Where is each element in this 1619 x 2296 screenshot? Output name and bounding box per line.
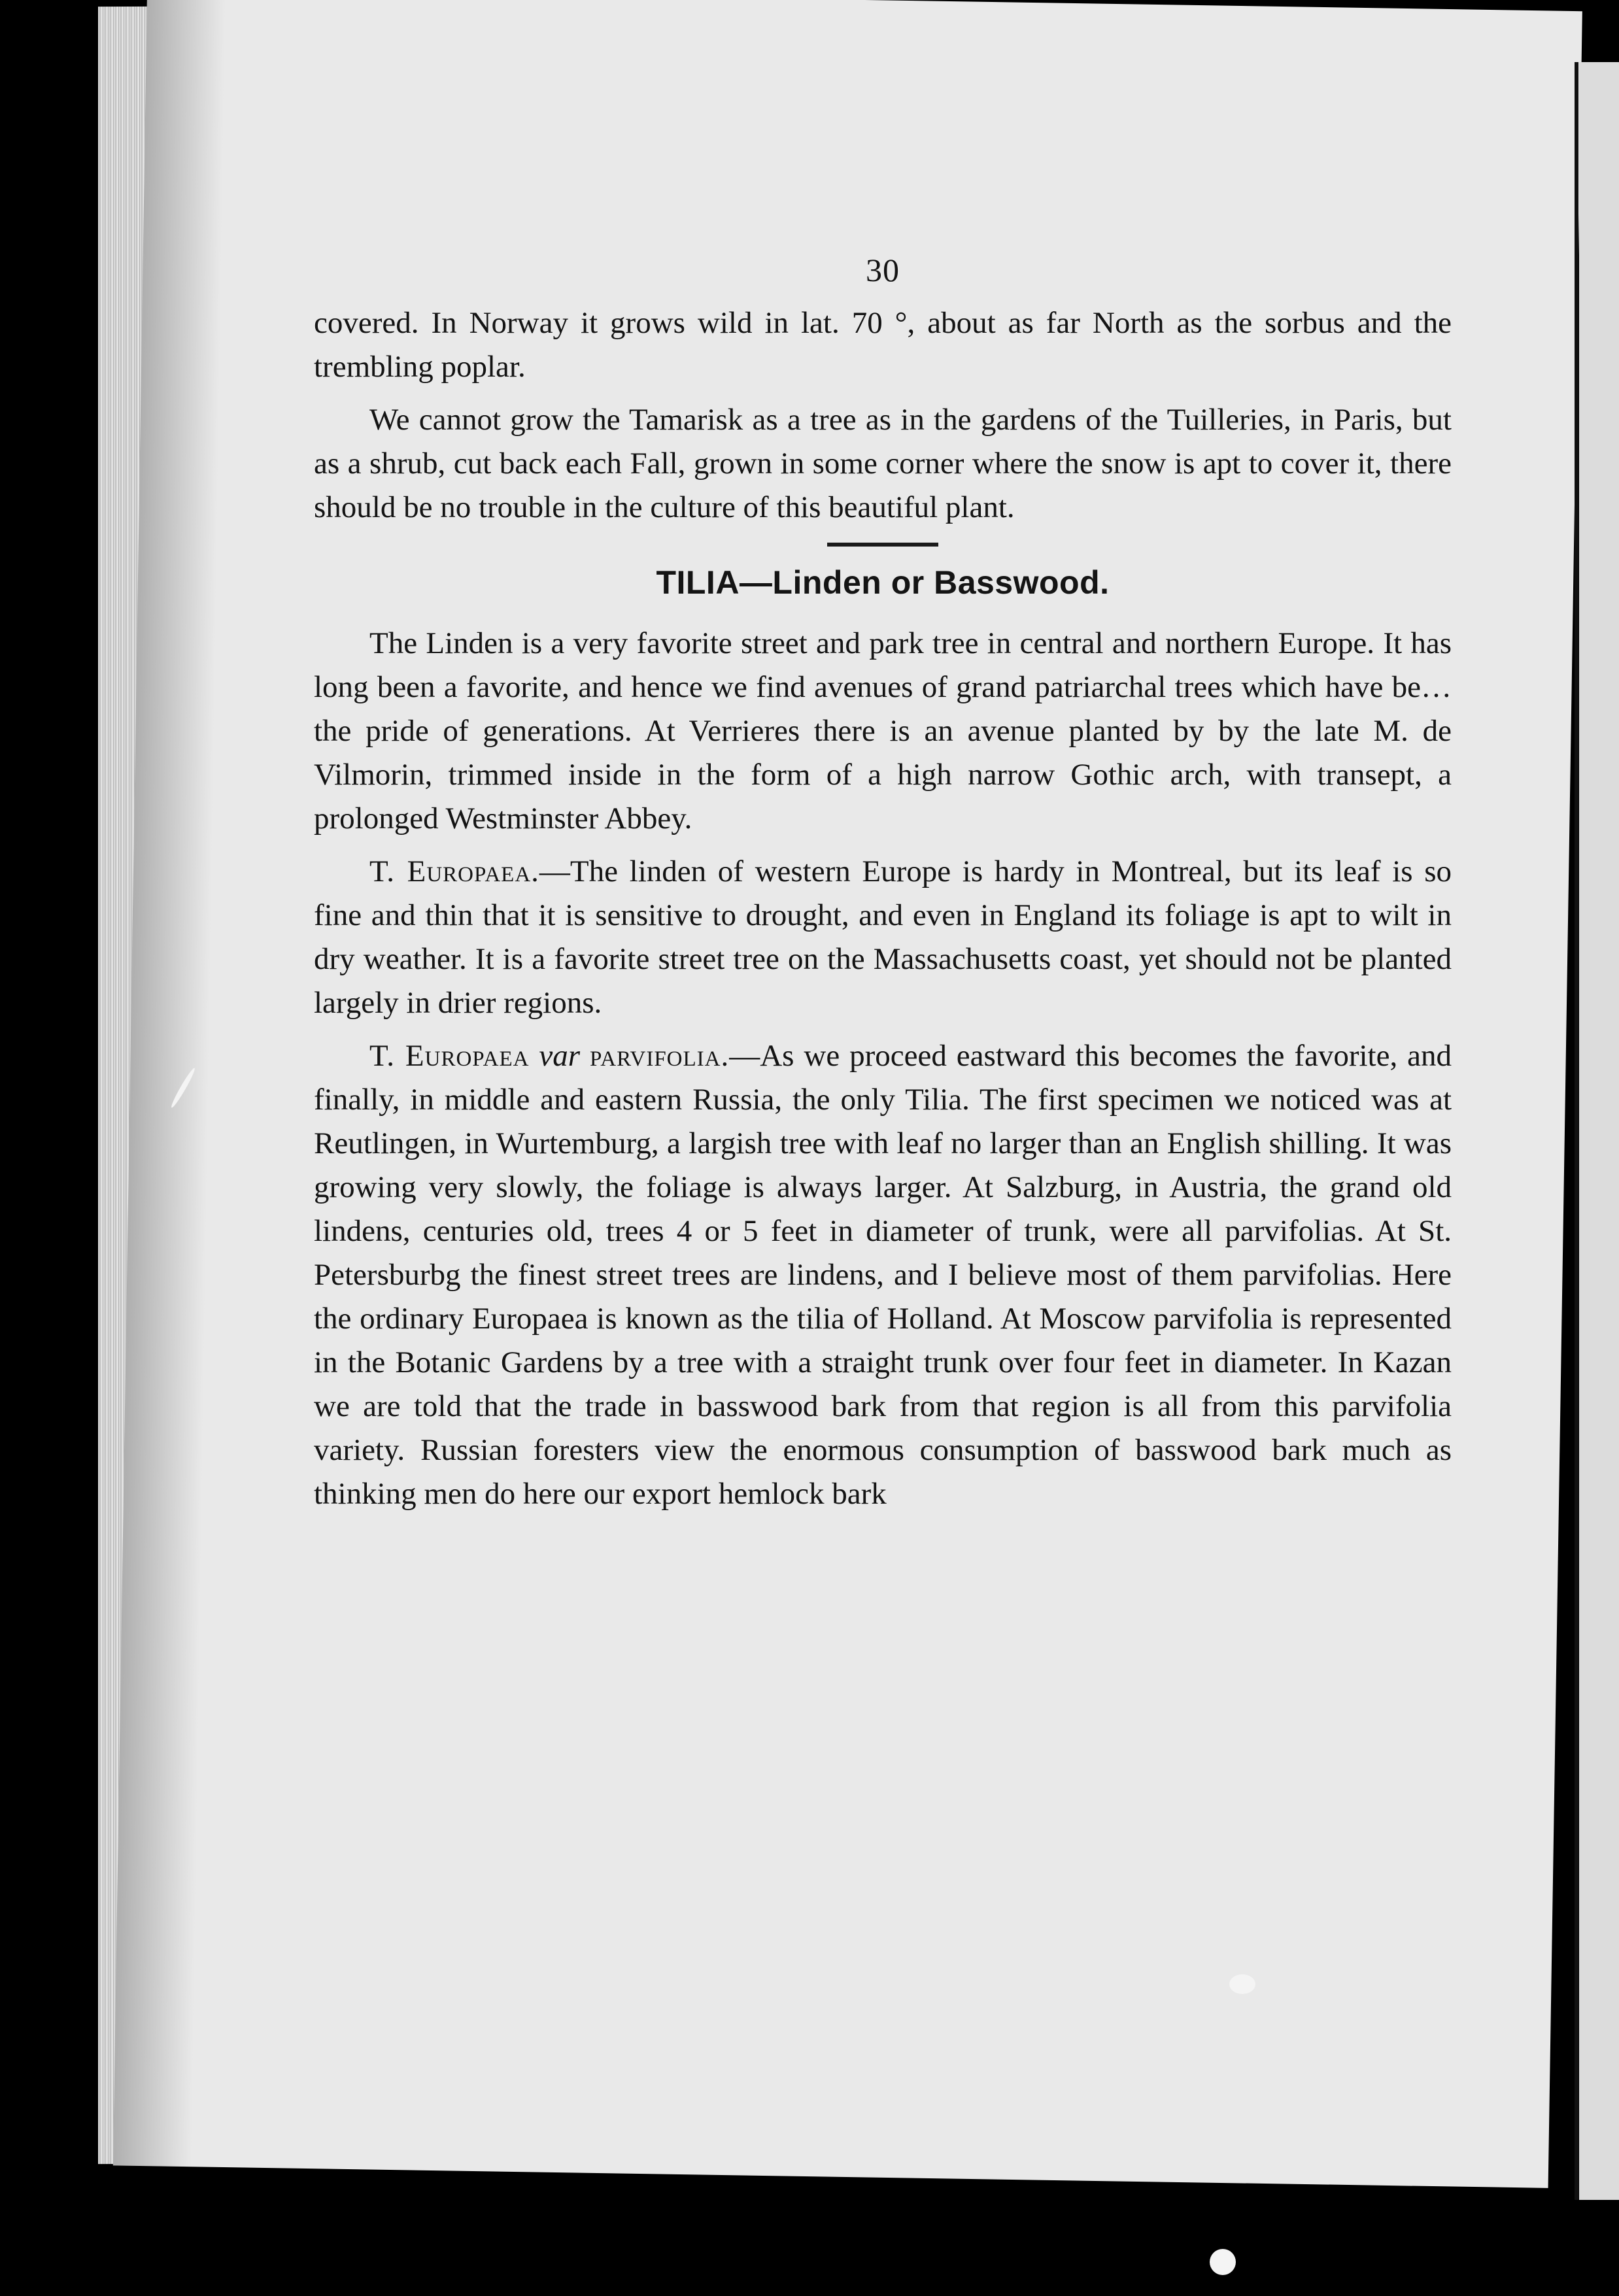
- section-divider: [827, 543, 938, 547]
- facing-page-strip: [1579, 62, 1619, 2200]
- var-label: var: [539, 1039, 581, 1073]
- facing-page-edge: [1575, 62, 1578, 2200]
- europaea-text: —The linden of western Europe is hardy in Montreal, but its leaf is so fine and thin that it is sensitive to drought, and even in England its foliage is apt to wilt in dry weather. It is a favorite street tree on the Massachusetts coast, yet should not be planted largely in drier regions.: [314, 854, 1452, 1020]
- page-text: [314, 248, 1452, 1525]
- paragraph-europaea: [314, 850, 1452, 1025]
- paragraph-norway: covered. In Norway it grows wild in lat. 70 °, about as far North as the sorbus and the trembling poplar.: [314, 306, 1452, 384]
- paragraph-tamarisk: We cannot grow the Tamarisk as a tree as in the gardens of the Tuilleries, in Paris, but as a shrub, cut back each Fall, grown in some corner where the snow is apt to cover it, there should be no trouble in the culture of this beautiful plant.: [314, 403, 1452, 524]
- variety-parvifolia: parvifolia.: [589, 1039, 730, 1073]
- page-number: 30: [866, 252, 900, 288]
- parvifolia-text: —As we proceed eastward this becomes the favorite, and finally, in middle and eastern Russia, the only Tilia. The first specimen we noticed was at Reutlingen, in Wurtemburg, a largish tree with leaf no larger than an English shilling. It was growing very slowly, the foliage is always larger. At Salzburg, in Austria, the grand old lindens, centuries old, trees 4 or 5 feet in diameter of trunk, were all parvifolias. At St. Petersburbg the finest street trees are lindens, and I believe most of them parvifolias. Here the ordinary Europaea is known as the tilia of Holland. At Moscow parvifolia is represented in the Botanic Gardens by a tree with a straight trunk over four feet in diameter. In Kazan we are told that the trade in basswood bark from that region is all from this parvifolia variety. Russian foresters view the enormous consumption of basswood bark much as thinking men do here our export hemlock bark: [314, 1039, 1452, 1511]
- section-heading: TILIA—Linden or Basswood.: [656, 564, 1110, 601]
- paragraph-linden-intro: The Linden is a very favorite street and park tree in central and northern Europe. It has long been a favorite, and hence we find avenues of grand patriarchal trees which have be… the pride of generations. At Verrieres there is an avenue planted by by the late M. de Vilmorin, trimmed inside in the form of a high narrow Gothic arch, with transept, a prolonged Westminster Abbey.: [314, 626, 1452, 836]
- paragraph-parvifolia: [314, 1034, 1452, 1516]
- species-europaea-var: T. Europaea: [369, 1039, 530, 1073]
- species-europaea: T. Europaea.: [369, 854, 539, 888]
